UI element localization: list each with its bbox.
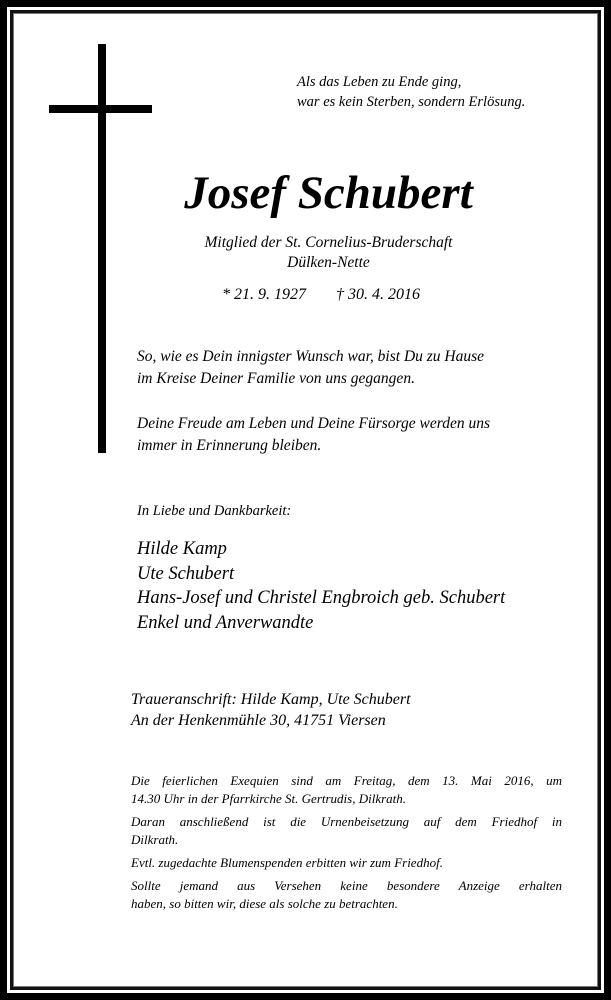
notice-line: haben, so bitten wir, diese als solche zu betrachten. [131, 896, 398, 911]
urn-burial-line: Dilkrath. [131, 832, 179, 847]
motto-line: war es kein Sterben, sondern Erlösung. [297, 94, 526, 110]
thanks-line: In Liebe und Dankbarkeit: [137, 503, 292, 519]
death-date: † 30. 4. 2016 [336, 286, 420, 303]
life-dates [222, 284, 420, 306]
mourner: Enkel und Anverwandte [137, 612, 314, 633]
message-line: Deine Freude am Leben und Deine Fürsorge werden uns [137, 415, 490, 432]
message-paragraph-2 [137, 413, 567, 457]
mourners-list [137, 537, 505, 635]
mourner: Hilde Kamp [137, 539, 227, 559]
motto-line: Als das Leben zu Ende ging, [297, 74, 462, 90]
address-line: Traueranschrift: Hilde Kamp, Ute Schubert [131, 691, 411, 708]
notice-paragraph [131, 877, 562, 913]
mourning-address [131, 689, 411, 731]
message-line: immer in Erinnerung bleiben. [137, 437, 322, 454]
urn-burial-paragraph [131, 813, 562, 849]
membership-line: Dülken-Nette [287, 254, 370, 271]
cross-horizontal-bar [49, 105, 152, 113]
message-line: im Kreise Deiner Familie von uns gegangen. [137, 370, 415, 387]
motto-quote [297, 72, 525, 112]
exequies-line: 14.30 Uhr in der Pfarrkirche St. Gertrudis, Dilkrath. [131, 791, 407, 806]
exequies-line: Die feierlichen Exequien sind am Freitag, dem 13. Mai 2016, um [131, 773, 562, 788]
urn-burial-line: Daran anschließend ist die Urnenbeisetzung auf dem Friedhof in [131, 814, 562, 829]
mourner: Ute Schubert [137, 563, 235, 584]
address-line: An der Henkenmühle 30, 41751 Viersen [131, 712, 386, 729]
mourner: Hans-Josef und Christel Engbroich geb. Schubert [137, 588, 506, 608]
membership-line: Mitglied der St. Cornelius-Bruderschaft [204, 234, 453, 251]
flowers-paragraph [131, 854, 562, 872]
message-paragraph-1 [137, 346, 567, 390]
funeral-info [131, 772, 562, 918]
membership [0, 233, 611, 273]
birth-date: * 21. 9. 1927 [222, 286, 306, 303]
message-line: So, wie es Dein innigster Wunsch war, bist Du zu Hause [137, 348, 485, 365]
exequies-paragraph [131, 772, 562, 808]
deceased-name: Josef Schubert [184, 167, 473, 219]
flowers-line: Evtl. zugedachte Blumenspenden erbitten wir zum Friedhof. [131, 855, 443, 870]
notice-line: Sollte jemand aus Versehen keine besondere Anzeige erhalten [131, 878, 562, 893]
